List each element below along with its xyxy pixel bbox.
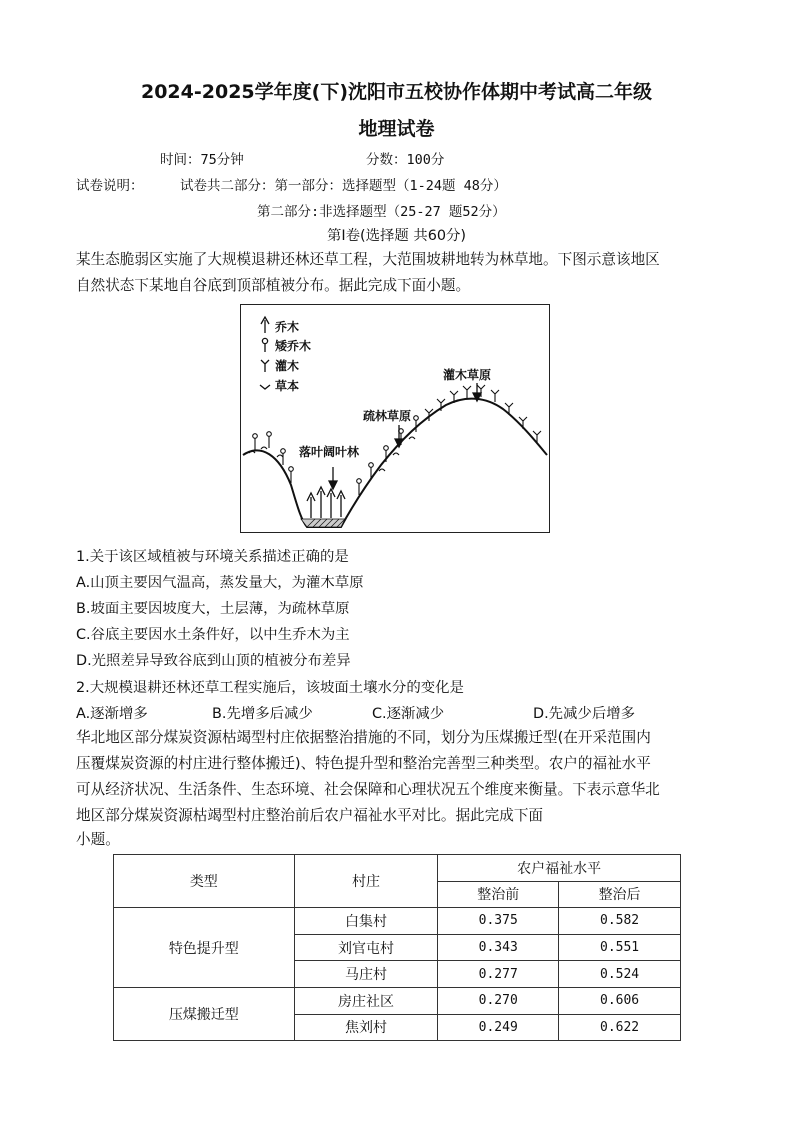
before-cell: 0.249 bbox=[438, 1014, 559, 1041]
q2-option-b: B.先增多后减少 bbox=[212, 706, 313, 722]
valley-trees bbox=[307, 487, 345, 518]
q2-stem: 2.大规模退耕还林还草工程实施后，该坡面土壤水分的变化是 bbox=[76, 680, 464, 696]
before-cell: 0.375 bbox=[438, 908, 559, 935]
passage2-line2: 压覆煤炭资源的村庄进行整体搬迁)、特色提升型和整治完善型三种类型。农户的福祉水平 bbox=[76, 755, 651, 772]
village-cell: 焦刘村 bbox=[294, 1014, 438, 1041]
section-title: 第Ⅰ卷(选择题 共60分) bbox=[326, 228, 467, 244]
legend-tree: 乔木 bbox=[275, 320, 300, 334]
after-cell: 0.551 bbox=[559, 934, 681, 961]
passage1-line2: 自然状态下某地自谷底到顶部植被分布。据此完成下面小题。 bbox=[76, 277, 471, 294]
exam-subject: 地理试卷 bbox=[358, 118, 435, 140]
q1-option-b: B.坡面主要因坡度大，土层薄，为疏林草原 bbox=[76, 601, 350, 617]
grass-icon bbox=[260, 385, 270, 389]
passage2-line5: 小题。 bbox=[76, 831, 120, 848]
q2-option-a: A.逐渐增多 bbox=[76, 706, 148, 722]
after-cell: 0.524 bbox=[559, 961, 681, 988]
q1-option-c: C.谷底主要因水土条件好，以中生乔木为主 bbox=[76, 627, 350, 643]
label-arrows bbox=[329, 383, 481, 489]
q1-option-d: D.光照差异导致谷底到山顶的植被分布差异 bbox=[76, 653, 351, 669]
exam-title: 2024-2025学年度(下)沈阳市五校协作体期中考试高二年级 bbox=[140, 81, 653, 103]
before-cell: 0.270 bbox=[438, 987, 559, 1014]
passage2-line1: 华北地区部分煤炭资源枯竭型村庄依据整治措施的不同，划分为压煤搬迁型(在开采范围内 bbox=[76, 729, 651, 746]
exam-desc-label: 试卷说明： bbox=[76, 178, 144, 194]
table-header-row bbox=[114, 855, 681, 882]
header-welfare: 农户福祉水平 bbox=[438, 855, 681, 882]
table-row bbox=[114, 987, 681, 1014]
label-open-woodland: 疏林草原 bbox=[363, 409, 412, 423]
passage1-line1: 某生态脆弱区实施了大规模退耕还林还草工程，大范围坡耕地转为林草地。下图示意该地区 bbox=[76, 251, 660, 268]
q2-option-c: C.逐渐减少 bbox=[372, 706, 445, 722]
exam-time: 时间：75分钟 bbox=[160, 152, 244, 168]
header-before: 整治前 bbox=[438, 881, 559, 908]
label-valley-forest: 落叶阔叶林 bbox=[299, 445, 360, 459]
label-shrub-grassland: 灌木草原 bbox=[443, 368, 492, 382]
small-tree-icon bbox=[262, 338, 267, 352]
before-cell: 0.277 bbox=[438, 961, 559, 988]
header-village: 村庄 bbox=[294, 855, 438, 908]
q1-stem: 1.关于该区域植被与环境关系描述正确的是 bbox=[76, 549, 349, 565]
table-row bbox=[114, 908, 681, 935]
header-type: 类型 bbox=[114, 855, 295, 908]
passage2-line4: 地区部分煤炭资源枯竭型村庄整治前后农户福祉水平对比。据此完成下面 bbox=[76, 807, 544, 824]
after-cell: 0.582 bbox=[559, 908, 681, 935]
type-cell: 特色提升型 bbox=[114, 908, 295, 988]
exam-score: 分数：100分 bbox=[366, 152, 445, 168]
exam-desc-part1: 试卷共二部分：第一部分：选择题型（1-24题 48分） bbox=[180, 178, 507, 194]
village-cell: 白集村 bbox=[294, 908, 438, 935]
after-cell: 0.606 bbox=[559, 987, 681, 1014]
legend-grass: 草本 bbox=[275, 379, 300, 393]
passage2-line3: 可从经济状况、生活条件、生态环境、社会保障和心理状况五个维度来衡量。下表示意华北 bbox=[76, 781, 660, 798]
legend-icons bbox=[260, 317, 270, 389]
exam-desc-part2: 第二部分:非选择题型（25-27 题52分） bbox=[257, 204, 506, 220]
q1-option-a: A.山顶主要因气温高，蒸发量大，为灌木草原 bbox=[76, 575, 364, 591]
legend-small-tree: 矮乔木 bbox=[275, 339, 312, 353]
shrub-icon bbox=[261, 360, 269, 372]
vegetation-profile-figure bbox=[240, 304, 550, 533]
village-cell: 马庄村 bbox=[294, 961, 438, 988]
header-after: 整治后 bbox=[559, 881, 681, 908]
welfare-table bbox=[113, 854, 681, 1041]
tree-icon bbox=[261, 317, 269, 333]
legend-shrub: 灌木 bbox=[275, 359, 300, 373]
q2-option-d: D.先减少后增多 bbox=[533, 706, 635, 722]
village-cell: 刘官屯村 bbox=[294, 934, 438, 961]
village-cell: 房庄社区 bbox=[294, 987, 438, 1014]
before-cell: 0.343 bbox=[438, 934, 559, 961]
type-cell: 压煤搬迁型 bbox=[114, 987, 295, 1040]
after-cell: 0.622 bbox=[559, 1014, 681, 1041]
